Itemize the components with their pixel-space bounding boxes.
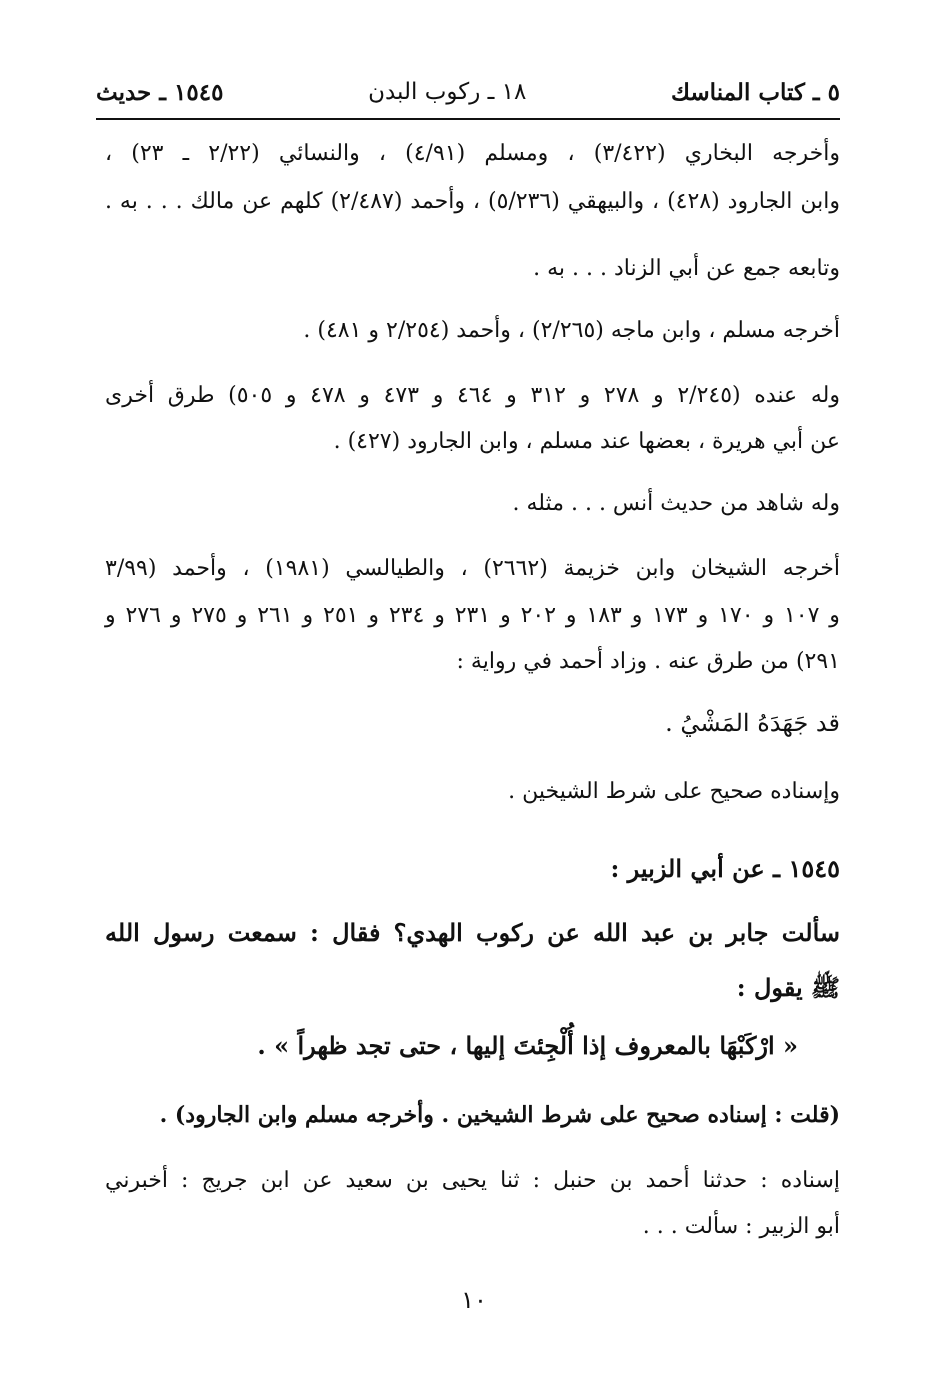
text-line-8: أخرجه الشيخان وابن خزيمة (٢٦٦٢) ، والطيالسي (١٩٨١) ، وأحمد (٣/٩٩ (105, 556, 840, 581)
text-line-1: وأخرجه البخاري (٣/٤٢٢) ، ومسلم (٤/٩١) ، والنسائي (٢/٢٢ ـ ٢٣) ، (105, 141, 840, 166)
header-book-title: ٥ ـ كتاب المناسك (671, 78, 840, 106)
text-line-12: وإسناده صحيح على شرط الشيخين . (508, 779, 840, 804)
hadith-quote: « ارْكَبْهَا بالمعروف إذا أُلْجِئتَ إليها ، حتى تجد ظهراً » . (257, 1031, 798, 1060)
header-divider (96, 118, 840, 120)
author-note: (قلت : إسناده صحيح على شرط الشيخين . وأخرجه مسلم وابن الجارود) . (159, 1102, 840, 1128)
header-hadith-number: ١٥٤٥ ـ حديث (96, 78, 224, 106)
text-line-9: و ١٠٧ و ١٧٠ و ١٧٣ و ١٨٣ و ٢٠٢ و ٢٣١ و ٢٣٤ و ٢٥١ و ٢٦١ و ٢٧٥ و ٢٧٦ و (105, 603, 840, 628)
page-number: ١٠ (461, 1286, 487, 1314)
text-line-3: وتابعه جمع عن أبي الزناد . . . به . (533, 256, 840, 281)
text-line-2: وابن الجارود (٤٢٨) ، والبيهقي (٥/٢٣٦) ، وأحمد (٢/٤٨٧) كلهم عن مالك . . . به . (105, 189, 840, 214)
text-line-10: ٢٩١) من طرق عنه . وزاد أحمد في رواية : (456, 649, 840, 674)
isnad-line-2: أبو الزبير : سألت . . . (642, 1214, 840, 1239)
text-line-4: أخرجه مسلم ، وابن ماجه (٢/٢٦٥) ، وأحمد (٢/٢٥٤ و ٤٨١) . (303, 318, 840, 343)
hadith-heading: ١٥٤٥ ـ عن أبي الزبير : (610, 854, 840, 883)
hadith-text-line-1: سألت جابر بن عبد الله عن ركوب الهدي؟ فقال : سمعت رسول الله (105, 918, 840, 947)
text-line-6: عن أبي هريرة ، بعضها عند مسلم ، وابن الجارود (٤٢٧) . (333, 429, 840, 454)
text-line-5: وله عنده (٢/٢٤٥ و ٢٧٨ و ٣١٢ و ٤٦٤ و ٤٧٣ و ٤٧٨ و ٥٠٥) طرق أخرى (105, 383, 840, 408)
text-line-11: قد جَهَدَهُ المَشْيُ . (665, 709, 840, 737)
header-chapter-title: ١٨ ـ ركوب البدن (368, 79, 527, 105)
isnad-line-1: إسناده : حدثنا أحمد بن حنبل : ثنا يحيى بن سعيد عن ابن جريج : أخبرني (105, 1168, 840, 1193)
text-line-7: وله شاهد من حديث أنس . . . مثله . (512, 491, 840, 516)
running-header (96, 72, 840, 112)
hadith-text-line-2: ﷺ يقول : (736, 973, 840, 1002)
